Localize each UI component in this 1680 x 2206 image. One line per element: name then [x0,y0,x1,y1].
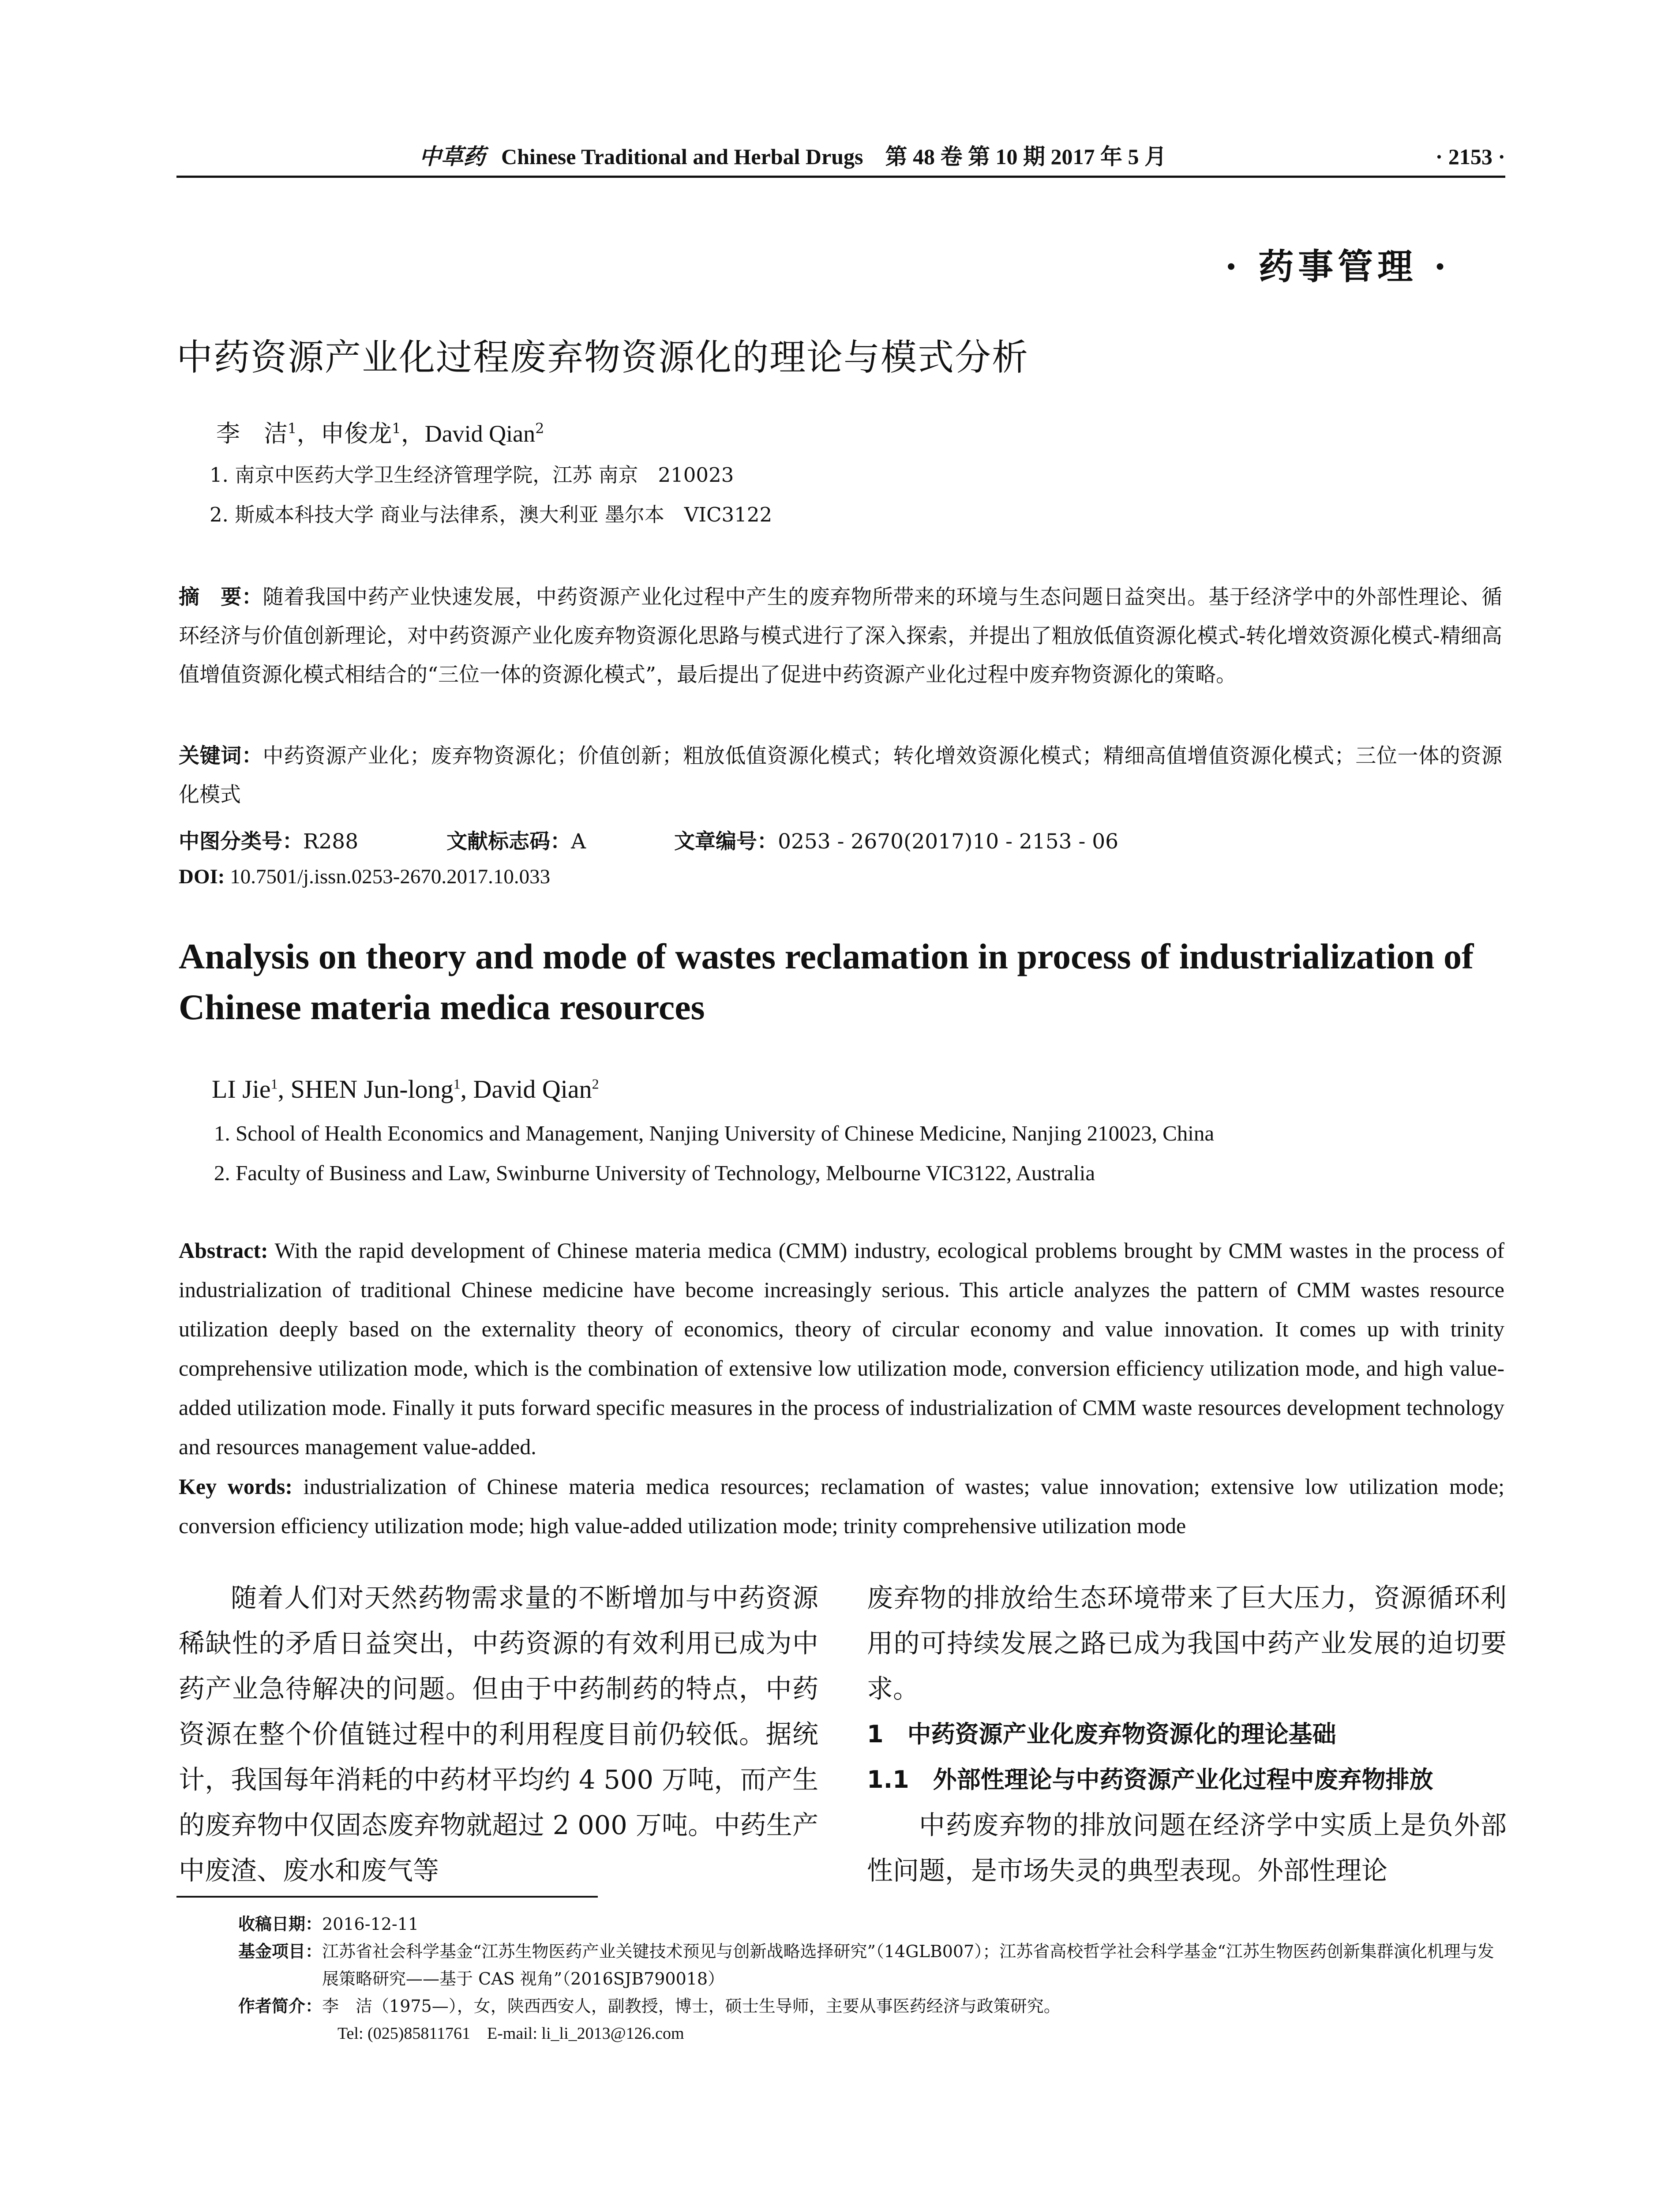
keywords-cn-label: 关键词： [179,744,263,768]
authors-en [212,1074,599,1104]
author-contact: Tel: (025)85811761 E-mail: li_li_2013@126.com [338,2024,684,2043]
doi-line [179,865,550,889]
abstract-cn [179,578,1502,694]
keywords-en-label: Key words: [179,1474,292,1499]
footnote-fund [238,1938,1504,1992]
body-column-left [179,1575,818,1893]
journal-issue: Chinese Traditional and Herbal Drugs 第 48 卷 第 10 期 2017 年 5 月 [501,144,1166,169]
affiliation-cn-1: 1. 南京中医药大学卫生经济管理学院，江苏 南京 210023 [210,463,734,487]
body-column-right [867,1575,1507,1893]
journal-name-cn: 中草药 [419,144,485,169]
fund-text: 江苏省社会科学基金“江苏生物医药产业关键技术预见与创新战略选择研究”（14GLB007）；江苏省高校哲学社会科学基金“江苏生物医药创新集群演化机理与发展策略研究——基于 CAS 视角”（2016SJB790018） [322,1942,1494,1988]
author-sup: 1 [288,420,297,437]
body-paragraph-continued: 废弃物的排放给生态环境带来了巨大压力，资源循环利用的可持续发展之路已成为我国中药产业发展的迫切要求。 [867,1583,1507,1704]
fund-label: 基金项目： [238,1942,322,1961]
section-label: · 药事管理 · [1225,246,1451,287]
author-sep: ， [401,420,425,447]
clc-label: 中图分类号： [179,829,303,854]
running-header [176,141,1505,172]
doi-value[interactable]: 10.7501/j.issn.0253-2670.2017.10.033 [230,865,551,888]
author-sup: 1 [270,1076,278,1092]
footnotes [238,1910,1504,2047]
clc-value: R288 [303,829,359,854]
abstract-en [179,1231,1504,1467]
affiliation-en-2: 2. Faculty of Business and Law, Swinburne University of Technology, Melbourne VIC3122, Australia [214,1161,1095,1185]
author-sep: , [278,1075,291,1103]
article-no-label: 文章编号： [674,829,778,854]
section-heading-1-1: 1.1 外部性理论与中药资源产业化过程中废弃物排放 [867,1766,1433,1793]
classification-line [179,825,1118,855]
author-sup: 1 [453,1076,461,1092]
author-bio-label: 作者简介： [238,1996,322,2016]
author-name: David Qian [424,420,536,447]
article-title-en: Analysis on theory and mode of wastes reclamation in process of industrialization of Chinese materia medica resources [179,936,1474,1027]
keywords-cn [179,737,1502,814]
article-title-cn: 中药资源产业化过程废弃物资源化的理论与模式分析 [176,337,1029,379]
author-bio-text: 李 洁（1975—），女，陕西西安人，副教授，博士，硕士生导师，主要从事医药经济与政策研究。 [322,1996,1061,2016]
author-name: LI Jie [212,1075,271,1103]
author-name: 李 洁 [216,420,288,447]
footnote-author [238,1992,1504,2020]
author-name: David Qian [473,1075,592,1103]
received-label: 收稿日期： [238,1914,322,1934]
received-date: 2016-12-11 [322,1914,419,1934]
abstract-en-text: With the rapid development of Chinese materia medica (CMM) industry, ecological problems brought by CMM wastes in the process of industrialization of traditional Chinese medicine have become increasingly serious. This article analyzes the pattern of CMM wastes resource utilization deeply based on the externality theory of economics, theory of circular economy and value innovation. It comes up with trinity comprehensive utilization mode, which is the combination of extensive low utilization mode, conversion efficiency utilization mode, and high value-added utilization mode. Finally it puts forward specific measures in the process of industrialization of CMM waste resources development technology and resources management value-added. [179,1238,1504,1459]
keywords-en [179,1467,1504,1546]
abstract-en-label: Abstract: [179,1238,268,1263]
abstract-cn-text: 随着我国中药产业快速发展，中药资源产业化过程中产生的废弃物所带来的环境与生态问题日益突出。基于经济学中的外部性理论、循环经济与价值创新理论，对中药资源产业化废弃物资源化思路与模式进行了深入探索，并提出了粗放低值资源化模式-转化增效资源化模式-精细高值增值资源化模式相结合的“三位一体的资源化模式”，最后提出了促进中药资源产业化过程中废弃物资源化的策略。 [179,585,1503,687]
footnote-received [238,1910,1504,1938]
body-paragraph: 随着人们对天然药物需求量的不断增加与中药资源稀缺性的矛盾日益突出，中药资源的有效利用已成为中药产业急待解决的问题。但由于中药制药的特点，中药资源在整个价值链过程中的利用程度目前仍较低。据统计，我国每年消耗的中药材平均约 4 500 万吨，而产生的废弃物中仅固态废弃物就超过 2 000 万吨。中药生产中废渣、废水和废气等 [179,1583,818,1886]
keywords-cn-text: 中药资源产业化；废弃物资源化；价值创新；粗放低值资源化模式；转化增效资源化模式；精细高值增值资源化模式；三位一体的资源化模式 [179,744,1503,807]
author-name: SHEN Jun-long [290,1075,454,1103]
section-heading-1: 1 中药资源产业化废弃物资源化的理论基础 [867,1720,1336,1748]
doc-code-label: 文献标志码： [446,829,571,854]
body-paragraph: 中药废弃物的排放问题在经济学中实质上是负外部性问题，是市场失灵的典型表现。外部性理论 [867,1810,1507,1886]
affiliation-en-1: 1. School of Health Economics and Management, Nanjing University of Chinese Medicine, Nanjing 210023, China [214,1121,1215,1145]
doc-code-value: A [571,829,586,854]
abstract-cn-label: 摘 要： [179,585,263,609]
author-name: 申俊龙 [320,420,392,447]
doi-label: DOI: [179,865,225,888]
author-sup: 2 [592,1076,599,1092]
page-number: · 2153 · [1435,144,1505,169]
article-no-value: 0253 - 2670(2017)10 - 2153 - 06 [778,829,1119,854]
keywords-en-text: industrialization of Chinese materia medica resources; reclamation of wastes; value innovation; extensive low utilization mode; conversion efficiency utilization mode; high value-added utilization mode; trinity comprehensive utilization mode [179,1474,1504,1538]
author-sep: , [460,1075,473,1103]
author-sup: 2 [535,420,544,437]
footnote-rule [176,1896,598,1898]
affiliation-cn-2: 2. 斯威本科技大学 商业与法律系，澳大利亚 墨尔本 VIC3122 [210,503,772,526]
header-rule [176,176,1505,178]
journal-info [419,141,1166,172]
author-sup: 1 [392,420,401,437]
authors-cn [216,415,544,449]
author-sep: ， [296,420,321,447]
